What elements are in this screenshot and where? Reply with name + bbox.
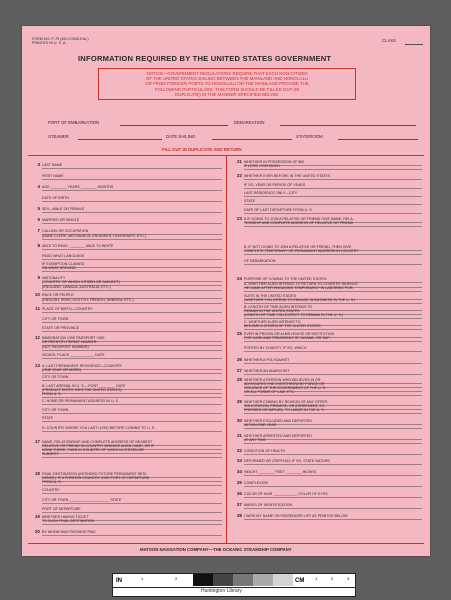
answer-line[interactable] xyxy=(42,493,222,494)
notice-line: OR FROM FOREIGN PORTS TO HONOLULU OR THE MAINLAND PROVIDE THE xyxy=(145,81,309,87)
item-number: 10 xyxy=(34,292,40,297)
inch-tick: 1 xyxy=(141,576,144,581)
field-label: A IF GOING TO JOIN A RELATIVE OR FRIEND GIVE NAME, RELA- xyxy=(244,217,354,221)
item-number: 31 xyxy=(236,433,242,438)
answer-line[interactable] xyxy=(244,486,422,487)
steamer-field[interactable] xyxy=(78,139,162,140)
item-number: 33 xyxy=(236,458,242,463)
answer-line[interactable] xyxy=(244,508,422,509)
field-label: (ENGLAND, CANADA, AUSTRALIA, ETC.) xyxy=(42,285,111,289)
answer-line[interactable] xyxy=(244,329,422,330)
item-number: 19 xyxy=(34,514,40,519)
field-label: EVER IN PRISON OR ALMS-HOUSE OR INSTITUTION xyxy=(244,332,335,336)
answer-line[interactable] xyxy=(244,169,422,170)
notice-box xyxy=(98,68,356,100)
field-label: RELATIVE OR FRIEND IN COUNTRY WHENCE ALIEN CAME, OR IF xyxy=(42,444,155,448)
field-label: ADVOCATES THE OVERTHROW BY FORCE OR xyxy=(244,382,325,386)
item-number: 29 xyxy=(236,399,242,404)
answer-line[interactable] xyxy=(42,431,222,432)
field-label: WHETHER COMING BY REASON OF ANY OFFER, xyxy=(244,400,329,404)
field-label: MARKS OF IDENTIFICATION xyxy=(244,503,293,507)
field-label: IF EXEMPTION CLAIMED xyxy=(42,262,85,266)
answer-line[interactable] xyxy=(244,213,422,214)
answer-line[interactable] xyxy=(42,535,222,536)
item-number: 18 xyxy=(34,471,40,476)
answer-line[interactable] xyxy=(244,439,422,440)
field-label: (WHETHER YOU INTEND TO ENGAGE IN BUSINESS IN THE U. S.) xyxy=(244,298,356,302)
item-number: 13 xyxy=(34,363,40,368)
field-label: COLOR OF HAIR ____________ COLOR OF EYES xyxy=(244,492,328,496)
debarkation-label: DEBARKATION xyxy=(234,120,265,125)
field-label: A. WHETHER ALIEN INTENDS TO RETURN TO COUNTRY WHENCE xyxy=(244,282,358,286)
field-label: B. LENGTH OF TIME ALIEN INTENDS TO xyxy=(244,305,313,309)
steamer-label: STEAMER xyxy=(48,134,69,139)
field-label: ON WHAT GROUND xyxy=(42,266,76,270)
answer-line[interactable] xyxy=(42,179,222,180)
field-label: WHETHER EXCLUDED AND DEPORTED xyxy=(244,419,313,423)
answer-line[interactable] xyxy=(244,475,422,476)
field-label: SOLICITATION, PROMISE, OR AGREEMENT, EX- xyxy=(244,404,326,408)
field-label: RACE OR PEOPLE xyxy=(42,293,74,297)
field-label: WHETHER ARRESTED AND DEPORTED xyxy=(244,434,312,438)
field-label: PLACE OF BIRTH—COUNTRY xyxy=(42,307,93,311)
field-label: DEFORMED OR CRIPPLED; IF SO, STATE NATURE xyxy=(244,459,330,463)
item-number: 8 xyxy=(37,243,40,248)
field-label: FOR CARE AND TREATMENT OF INSANE, OR SUP- xyxy=(244,336,331,340)
field-label: LAST NAME xyxy=(42,163,63,167)
item-number: 34 xyxy=(236,469,242,474)
item-number: 6 xyxy=(37,217,40,222)
inch-tick: 2 xyxy=(175,576,178,581)
date-sailing-field[interactable] xyxy=(212,139,292,140)
answer-line[interactable] xyxy=(244,196,422,197)
field-label: PORTED BY CHARITY. IF SO, WHICH xyxy=(244,346,307,350)
field-label: AT ANY TIME xyxy=(244,438,266,442)
field-label: (ONE YEAR OR MORE) xyxy=(42,368,82,372)
answer-line[interactable] xyxy=(42,512,222,513)
inch-label: IN xyxy=(116,578,122,584)
answer-line[interactable] xyxy=(244,291,422,292)
field-label: WHETHER A PERSON WHO BELIEVES IN OR xyxy=(244,378,321,382)
item-number: 38 xyxy=(236,513,242,518)
form-title: INFORMATION REQUIRED BY THE UNITED STATES GOVERNMENT xyxy=(78,54,332,63)
field-label: SEX—MALE OR FEMALE xyxy=(42,207,85,211)
stateroom-label: STATEROOM xyxy=(296,134,323,139)
field-label: NAME, RELATIONSHIP, AND COMPLETE ADDRESS OF NEAREST xyxy=(42,440,153,444)
field-label: WHETHER EVER BEFORE IN THE UNITED STATES xyxy=(244,174,331,178)
answer-line[interactable] xyxy=(244,443,422,444)
answer-line[interactable] xyxy=(42,485,222,486)
field-label: A. LAST PERMANENT RESIDENCE—COUNTRY xyxy=(42,364,123,368)
answer-line[interactable] xyxy=(42,481,222,482)
field-label: AGE ________ YEARS ________ MONTHS xyxy=(42,185,114,189)
item-number: 7 xyxy=(37,228,40,233)
field-label: TIONSHIP AND COMPLETE ADDRESS OF RELATIVE OR FRIEND xyxy=(244,221,354,225)
field-label: (LENGTH OF TIME YOU EXPECT TO REMAIN IN THE U. S.) xyxy=(244,313,344,317)
item-number: 12 xyxy=(34,335,40,340)
field-label: B. IF NOT GOING TO JOIN A RELATIVE OR FRIEND, THEN GIVE xyxy=(244,245,352,249)
item-number: 28 xyxy=(236,377,242,382)
answer-line[interactable] xyxy=(42,312,222,313)
field-label: C. HOME OR PERMANENT ADDRESS IN U. S. xyxy=(42,399,120,403)
field-label: ISSUED, PLACE ____________ DATE xyxy=(42,353,105,357)
answer-line[interactable] xyxy=(244,204,422,205)
answer-line[interactable] xyxy=(244,226,422,227)
item-number: 27 xyxy=(236,368,242,373)
field-label: I WISH MY NAME ON PASSENGER LIST AS PRINTED BELOW: xyxy=(244,514,349,518)
field-label: BY WHOM WAS PASSAGE PAID xyxy=(42,530,96,534)
answer-line[interactable] xyxy=(244,341,422,342)
item-number: 3 xyxy=(37,162,40,167)
field-label: DATE OF LAST DEPARTURE FROM U. S. xyxy=(244,208,313,212)
answer-line[interactable] xyxy=(244,363,422,364)
field-label: C. WHETHER ALIEN INTENDS TO xyxy=(244,320,301,324)
field-label: STATE OR PROVINCE xyxy=(42,326,80,330)
field-label: D. COUNTRY WHERE YOU LAST LIVED BEFORE COMING TO U. S. xyxy=(42,426,156,430)
printed-note: PRINTED IN U. S. A. xyxy=(32,41,67,45)
class-label: CLASS xyxy=(382,38,396,43)
form-number: FORM NO. P-79 (4M-1/1942-E&L) xyxy=(32,37,89,41)
item-number: 5 xyxy=(37,206,40,211)
item-number: 24 xyxy=(236,276,242,281)
item-number: 11 xyxy=(35,306,40,311)
field-label: CALLING OR OCCUPATION xyxy=(42,229,89,233)
field-label: DATE OF BIRTH xyxy=(42,196,70,200)
field-label: DENCE). IF A FOREIGN COUNTRY GIVE PORT OF DEPARTURE xyxy=(42,476,150,480)
answer-line[interactable] xyxy=(42,271,222,272)
field-label: FIRST NAME xyxy=(42,174,64,178)
answer-line[interactable] xyxy=(42,331,222,332)
field-label: COMPLETE TEMPORARY OR PERMANENT ADDRESS IN COUNTRY xyxy=(244,249,359,253)
field-label: VIOLENCE OF THE GOVERNMENT OF THE U. S. xyxy=(244,386,327,390)
answer-line[interactable] xyxy=(42,453,222,454)
field-label: BECOME A CITIZEN OF THE UNITED STATES xyxy=(244,324,321,328)
notice-line: OF THE UNITED STATES SAILING BETWEEN THE MAINLAND AND HONOLULU xyxy=(145,76,309,82)
field-label: CITY OR TOWN xyxy=(42,375,69,379)
answer-line[interactable] xyxy=(42,350,222,351)
answer-line[interactable] xyxy=(42,404,222,405)
field-label: FROM U. S. xyxy=(42,480,62,484)
answer-line[interactable] xyxy=(244,395,422,396)
field-label: REMAIN IN THE UNITED STATES xyxy=(244,309,300,313)
answer-line[interactable] xyxy=(42,239,222,240)
field-label: OR ALL FORMS OF LAW, ETC. xyxy=(244,390,296,394)
answer-line[interactable] xyxy=(42,358,222,359)
answer-line[interactable] xyxy=(42,524,222,525)
stateroom-field[interactable] xyxy=(338,139,418,140)
answer-line[interactable] xyxy=(42,457,222,458)
answer-line[interactable] xyxy=(244,464,422,465)
field-label: TO SUCH FINAL DESTINATION xyxy=(42,519,95,523)
answer-line[interactable] xyxy=(244,264,422,265)
field-label: MARRIED OR SINGLE xyxy=(42,218,80,222)
answer-line[interactable] xyxy=(244,318,422,319)
item-number: 25 xyxy=(236,331,242,336)
cm-tick: 3 xyxy=(347,576,350,581)
item-number: 4 xyxy=(37,184,40,189)
fill-out-instruction: FILL OUT IN DUPLICATE AND RETURN xyxy=(162,147,242,152)
notice-line: FOLLOWING PARTICULARS. THIS FORM SHOULD BE FILLED OUT (IN xyxy=(154,86,300,92)
library-credit: Huntington Library xyxy=(201,588,242,594)
answer-line[interactable] xyxy=(42,380,222,381)
field-label: WHETHER A POLYGAMIST xyxy=(244,358,290,362)
answer-line[interactable] xyxy=(244,303,422,304)
field-label: FROM U. S. xyxy=(42,392,62,396)
item-number: 30 xyxy=(236,418,242,423)
answer-line[interactable] xyxy=(244,428,422,429)
item-number: 20 xyxy=(34,529,40,534)
answer-line[interactable] xyxy=(42,290,222,291)
field-label: HE CAME AFTER ENGAGING TEMPORARILY IN LABORING PUR- xyxy=(244,286,354,290)
item-number: 21 xyxy=(236,159,242,164)
answer-line[interactable] xyxy=(42,259,222,260)
field-label: (COUNTRY OF WHICH CITIZEN OR SUBJECT) xyxy=(42,280,120,284)
answer-line[interactable] xyxy=(42,212,222,213)
field-label: IF SO, YEAR OR PERIOD OF YEARS xyxy=(244,183,306,187)
column-divider xyxy=(226,155,227,543)
field-label: PORT OF DEPARTURE xyxy=(42,507,81,511)
notice-line: NOTICE—GOVERNMENT REGULATIONS REQUIRE THAT EACH NON-CITIZEN xyxy=(146,71,308,76)
answer-line[interactable] xyxy=(42,223,222,224)
item-number: 36 xyxy=(236,491,242,496)
field-label: ABLE TO READ ________ ABLE TO WRITE xyxy=(42,244,114,248)
answer-line[interactable] xyxy=(244,351,422,352)
item-number: 35 xyxy=(236,480,242,485)
field-label: READ WHAT LANGUAGE xyxy=(42,254,85,258)
field-label: STATE xyxy=(42,416,54,420)
field-label: (NOT PASSPORT NUMBER) xyxy=(42,345,89,349)
field-label: HEIGHT ________ FEET ________ INCHES xyxy=(244,470,317,474)
field-label: COUNTRY xyxy=(42,488,60,492)
item-number: 17 xyxy=(34,439,40,444)
answer-line[interactable] xyxy=(244,179,422,180)
field-label: CITY OR TOWN xyxy=(42,317,69,321)
item-number: 23 xyxy=(236,216,242,221)
field-label: NONE THERE, THEN IN COUNTRY OF WHICH A CITIZEN OR xyxy=(42,448,144,452)
port-embarkation-label: PORT OF EMBARKATION xyxy=(48,120,100,125)
field-label: CITY OR TOWN ____________________ STATE xyxy=(42,498,122,502)
bottom-red-rule xyxy=(28,543,424,544)
answer-line[interactable] xyxy=(244,497,422,498)
item-number: 37 xyxy=(236,502,242,507)
answer-line[interactable] xyxy=(42,421,222,422)
answer-line[interactable] xyxy=(42,393,222,394)
item-number: 26 xyxy=(236,357,242,362)
answer-line[interactable] xyxy=(244,519,422,520)
answer-line[interactable] xyxy=(244,454,422,455)
answer-line[interactable] xyxy=(42,303,222,304)
item-number: 22 xyxy=(236,173,242,178)
debarkation-field[interactable] xyxy=(280,125,416,126)
item-number: 9 xyxy=(37,275,40,280)
field-label: SUBJECT. xyxy=(42,452,59,456)
field-label: CITY OR TOWN xyxy=(42,408,69,412)
item-number: 32 xyxy=(236,448,242,453)
footer-company: MATSON NAVIGATION COMPANY—THE OCEANIC STEAMSHIP COMPANY xyxy=(140,547,292,552)
field-label: NATIONALITY xyxy=(42,276,66,280)
date-sailing-label: DATE SAILING xyxy=(166,134,196,139)
field-label: PURPOSE OF COMING TO THE UNITED STATES: xyxy=(244,277,328,281)
cm-tick: 1 xyxy=(315,576,318,581)
answer-line[interactable] xyxy=(42,190,222,191)
field-label: B. LAST ARRIVAL IN U. S.—PORT ________ DATE xyxy=(42,384,126,388)
answer-line[interactable] xyxy=(42,201,222,202)
answer-line[interactable] xyxy=(42,322,222,323)
field-label: PRESSED OR IMPLIED, TO LABOR IN THE U. S. xyxy=(244,408,325,412)
answer-line[interactable] xyxy=(42,373,222,374)
answer-line[interactable] xyxy=(244,374,422,375)
field-label: WHETHER IN POSSESSION OF $50 xyxy=(244,160,305,164)
answer-line[interactable] xyxy=(244,188,422,189)
field-label: WHETHER AN ANARCHIST xyxy=(244,369,290,373)
answer-line[interactable] xyxy=(42,413,222,414)
field-label: IMMIGRATION VISE PASSPORT VISE xyxy=(42,336,105,340)
field-label: IF LESS, HOW MUCH xyxy=(244,164,280,168)
field-label: OF DEBARKATION xyxy=(244,259,276,263)
field-label: (ENGLISH, IRISH, SCOTCH, FRENCH, HEBREW, ETC.) xyxy=(42,298,134,302)
immigration-form xyxy=(22,26,430,556)
field-label: (PRODUCT ENTRY INTO THE UNITED STATES) xyxy=(42,388,122,392)
answer-line[interactable] xyxy=(244,254,422,255)
field-label: WHETHER HAVING TICKET xyxy=(42,515,89,519)
field-label: (BANK CLERK, MECHANICAL ENGINEER, HOUSEWIFE, ETC.) xyxy=(42,234,147,238)
answer-line[interactable] xyxy=(42,397,222,398)
field-label: LAST RESIDENCE ONLY—CITY xyxy=(244,191,298,195)
field-label: SUITS IN THE UNITED STATES xyxy=(244,294,297,298)
field-label: OR REENTRY PERMIT NUMBER xyxy=(42,340,97,344)
answer-line[interactable] xyxy=(244,413,422,414)
field-label: STATE xyxy=(244,199,256,203)
field-label: FINAL DESTINATION (INTENDED FUTURE PERMANENT RESI- xyxy=(42,472,148,476)
field-label: COMPLEXION xyxy=(244,481,268,485)
notice-line: DUPLICATE) IN THE MANNER SPECIFIED BELOW. xyxy=(174,91,279,97)
color-scale-bar xyxy=(112,573,356,597)
answer-line[interactable] xyxy=(42,503,222,504)
answer-line[interactable] xyxy=(42,168,222,169)
cm-tick: 2 xyxy=(331,576,334,581)
answer-line[interactable] xyxy=(42,249,222,250)
port-embarkation-field[interactable] xyxy=(120,125,228,126)
cm-label: CM xyxy=(295,578,305,584)
field-label: CONDITION OF HEALTH xyxy=(244,449,286,453)
field-label: WITHIN ONE YEAR xyxy=(244,423,277,427)
